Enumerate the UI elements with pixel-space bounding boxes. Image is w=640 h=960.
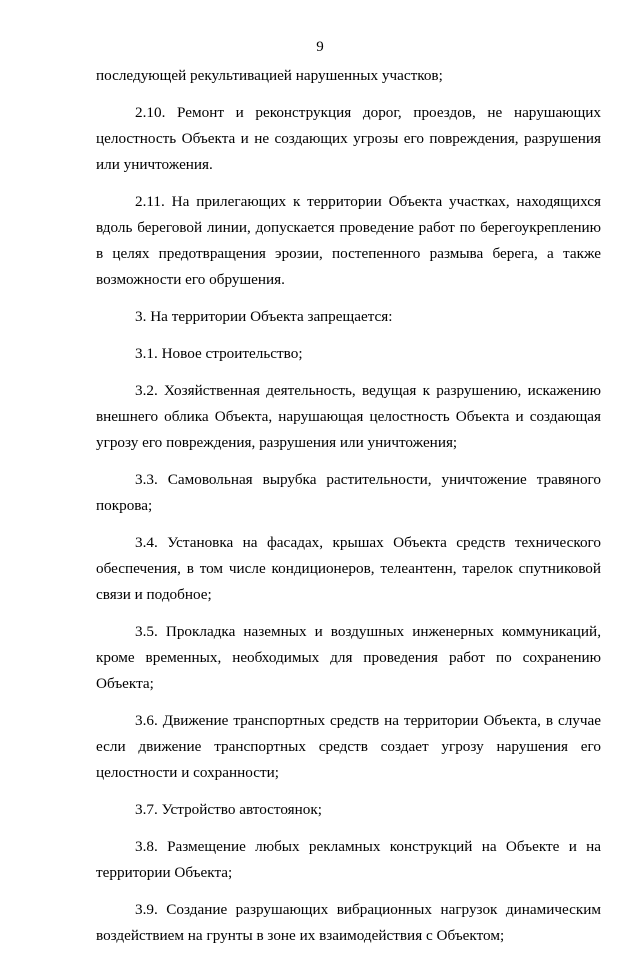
paragraph-3-2: 3.2. Хозяйственная деятельность, ведущая к разрушению, искажению внешнего облика Объекта, нарушающая целостность Объекта и создающая угрозу его повреждения, разрушения или уничтожения; — [96, 382, 601, 451]
paragraph-3: 3. На территории Объекта запрещается: — [135, 308, 393, 325]
page-number: 9 — [316, 39, 324, 55]
paragraph-3-6: 3.6. Движение транспортных средств на территории Объекта, в случае если движение транспортных средств создает угрозу нарушения его целостности и сохранности; — [96, 712, 601, 781]
document-body — [96, 63, 601, 960]
paragraph-3-4: 3.4. Установка на фасадах, крышах Объекта средств технического обеспечения, в том числе кондиционеров, телеантенн, тарелок спутниковой связи и подобное; — [96, 534, 601, 603]
paragraph-3-9: 3.9. Создание разрушающих вибрационных нагрузок динамическим воздействием на грунты в зоне их взаимодействия с Объектом; — [96, 901, 601, 944]
paragraph-2-10: 2.10. Ремонт и реконструкция дорог, проездов, не нарушающих целостность Объекта и не создающих угрозы его повреждения, разрушения или уничтожения. — [96, 104, 601, 173]
paragraph-3-8: 3.8. Размещение любых рекламных конструкций на Объекте и на территории Объекта; — [96, 838, 601, 881]
paragraph-3-7: 3.7. Устройство автостоянок; — [135, 801, 322, 818]
paragraph-3-5: 3.5. Прокладка наземных и воздушных инженерных коммуникаций, кроме временных, необходимых для проведения работ по сохранению Объекта; — [96, 623, 601, 692]
paragraph-2-11: 2.11. На прилегающих к территории Объекта участках, находящихся вдоль береговой линии, допускается проведение работ по берегоукреплению в целях предотвращения эрозии, постепенного размыва берега, а также возможности его обрушения. — [96, 193, 601, 288]
paragraph-3-3: 3.3. Самовольная вырубка растительности, уничтожение травяного покрова; — [96, 471, 601, 514]
paragraph-3-1: 3.1. Новое строительство; — [135, 345, 303, 362]
paragraph-continuation: последующей рекультивацией нарушенных участков; — [96, 67, 443, 84]
